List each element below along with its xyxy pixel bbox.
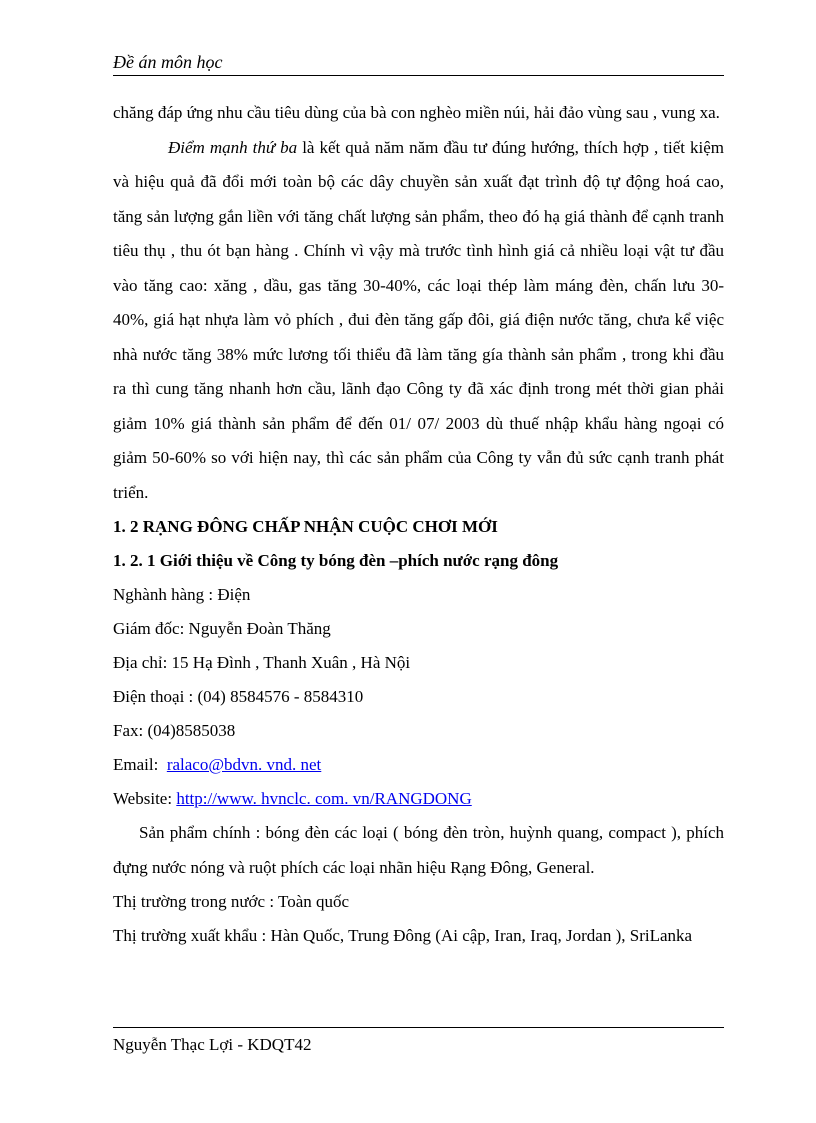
- paragraph-2: [113, 131, 724, 511]
- website-label: Website:: [113, 789, 177, 808]
- subsection-heading: 1. 2. 1 Giới thiệu về Công ty bóng đèn –phích nước rạng đông: [113, 551, 559, 570]
- info-industry: Nghành hàng : Điện: [113, 585, 251, 604]
- paragraph-products: Sản phẩm chính : bóng đèn các loại ( bóng đèn tròn, huỳnh quang, compact ), phích đựng nước nóng và ruột phích các loại nhãn hiệu Rạng Đông, General.: [113, 823, 724, 877]
- info-website: [113, 782, 724, 816]
- info-address: Địa chỉ: 15 Hạ Đình , Thanh Xuân , Hà Nội: [113, 653, 411, 672]
- domestic-market: Thị trường trong nước : Toàn quốc: [113, 892, 350, 911]
- header-title: Đề án môn học: [113, 52, 223, 72]
- paragraph-2-lead: Điểm mạnh thứ ba: [168, 137, 298, 157]
- page-body: [113, 96, 724, 954]
- export-market: Thị trường xuất khẩu : Hàn Quốc, Trung Đông (Ai cập, Iran, Iraq, Jordan ), SriLanka: [113, 926, 693, 945]
- paragraph-2-text: là kết quả năm năm đầu tư đúng hướng, thích hợp , tiết kiệm và hiệu quả đã đổi mới toàn bộ các dây chuyền sản xuất đạt trình độ tự động hoá cao, tăng sản lượng gắn liền với tăng chất lượng sản phẩm, theo đó hạ giá thành để cạnh tranh tiêu thụ , thu ót bạn hàng . Chính vì vậy mà trước tình hình giá cả nhiều loại vật tư đầu vào tăng cao: xăng , dầu, gas tăng 30-40%, các loại thép làm máng đèn, chấn lưu 30-40%, giá hạt nhựa làm vỏ phích , đui đèn tăng gấp đôi, giá điện nước tăng, chưa kể việc nhà nước tăng 38% mức lương tối thiểu đã làm tăng gía thành sản phẩm , trong khi đầu ra thì cung tăng nhanh hơn cầu, lãnh đạo Công ty đã xác định trong mét thời gian phải giảm 10% giá thành sản phẩm để đến 01/ 07/ 2003 dù thuế nhập khẩu hàng ngoại có giảm 50-60% so với hiện nay, thì các sản phẩm của Công ty vẫn đủ sức cạnh tranh phát triển.: [113, 137, 724, 502]
- email-link[interactable]: ralaco@bdvn. vnd. net: [166, 755, 322, 774]
- info-director: Giám đốc: Nguyễn Đoàn Thăng: [113, 619, 331, 638]
- page-footer: [113, 1033, 311, 1057]
- paragraph-1: chăng đáp ứng nhu cầu tiêu dùng của bà con nghèo miền núi, hải đảo vùng sau , vung xa.: [113, 103, 720, 122]
- info-fax: Fax: (04)8585038: [113, 721, 236, 740]
- section-heading: 1. 2 RẠNG ĐÔNG CHẤP NHẬN CUỘC CHƠI MỚI: [113, 517, 498, 536]
- footer-author: Nguyễn Thạc Lợi - KDQT42: [113, 1035, 312, 1054]
- page-header: [113, 50, 724, 76]
- info-email: [113, 748, 724, 782]
- info-phone: Điện thoại : (04) 8584576 - 8584310: [113, 687, 364, 706]
- footer-divider: [113, 1027, 724, 1028]
- website-link[interactable]: http://www. hvnclc. com. vn/RANGDONG: [176, 789, 472, 808]
- email-label: Email:: [113, 755, 167, 774]
